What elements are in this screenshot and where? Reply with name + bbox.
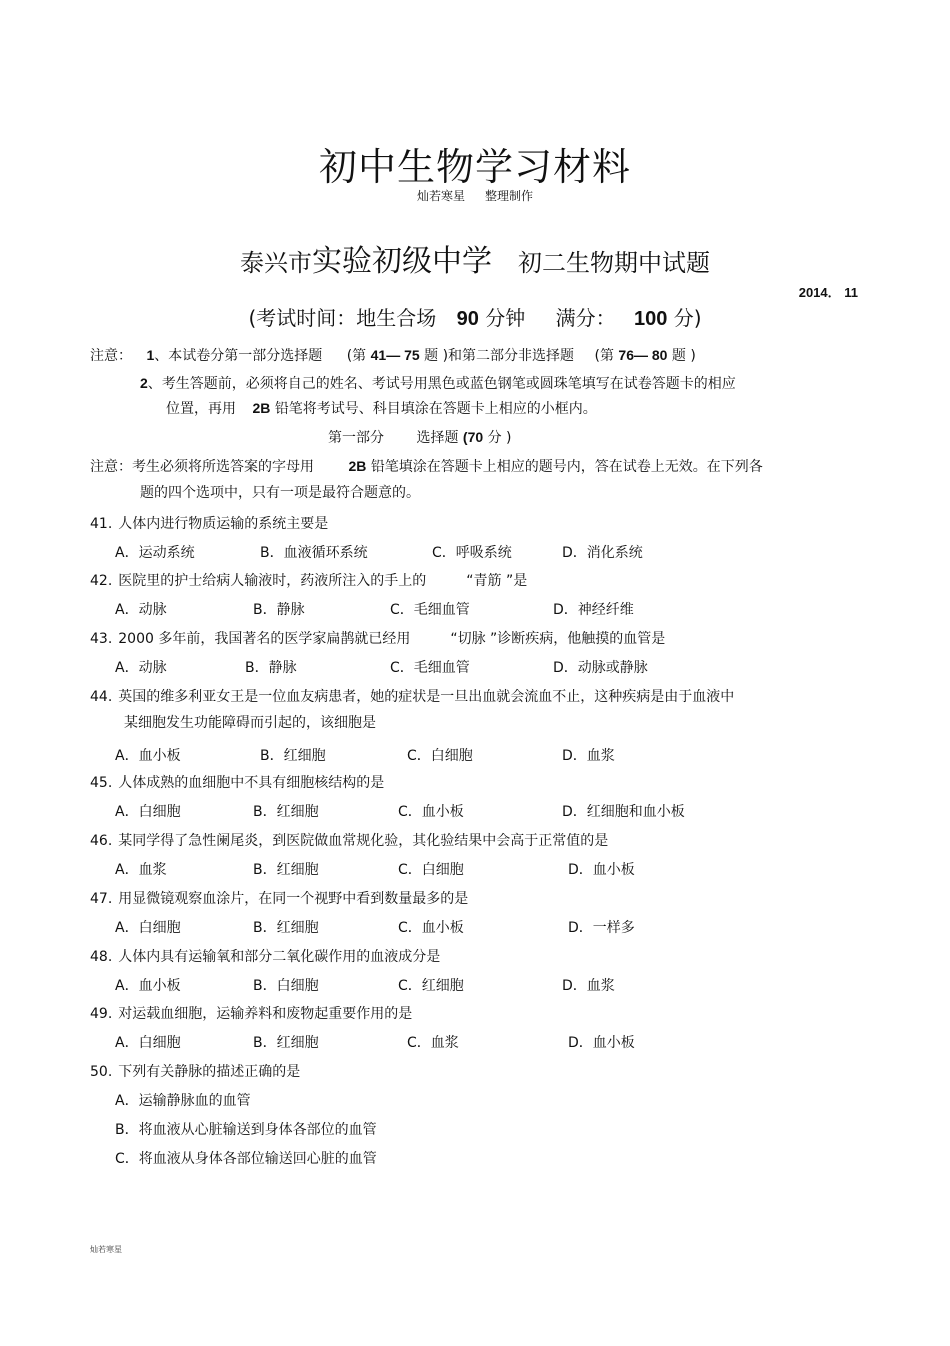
answer-option: D．血小板 <box>568 862 635 878</box>
exam-time-label: (考试时间：地生合场 <box>248 306 437 330</box>
answer-option: A．血浆 <box>115 862 167 878</box>
question-stem <box>90 1003 412 1023</box>
author-note: 整理制作 <box>485 189 534 203</box>
answer-option: B．红细胞 <box>253 1035 319 1051</box>
answer-option: A．动脉 <box>115 602 167 618</box>
answer-option: D．血浆 <box>562 748 615 764</box>
answer-option: B．静脉 <box>253 602 305 618</box>
question-text: 医院里的护士给病人输液时，药液所注入的手上的 <box>118 573 427 589</box>
question-number: 46. <box>90 833 113 849</box>
answer-option: A．血小板 <box>115 978 181 994</box>
section-note-text-a: 注意：考生必须将所选答案的字母用 <box>90 459 314 475</box>
note-1-number: 1 <box>146 347 155 363</box>
question-text-line2: 某细胞发生功能障碍而引起的，该细胞是 <box>124 715 376 731</box>
question-number: 50. <box>90 1064 113 1080</box>
answer-option: B．红细胞 <box>253 920 319 936</box>
answer-option: C．白细胞 <box>398 862 464 878</box>
note-1-range-a: 41— 75 <box>370 347 420 363</box>
answer-option: D．一样多 <box>568 920 635 936</box>
question-text: 人体内具有运输氧和部分二氧化碳作用的血液成分是 <box>118 949 441 965</box>
answer-option: B．静脉 <box>245 660 297 676</box>
question-text-continued: “切脉 ”诊断疾病，他触摸的血管是 <box>450 631 666 647</box>
note-1-range-b: 76— 80 <box>618 347 668 363</box>
question-number: 47. <box>90 891 113 907</box>
answer-option: A．运动系统 <box>115 545 195 561</box>
answer-option: B．白细胞 <box>253 978 319 994</box>
paper-title: 初二生物期中试题 <box>518 249 710 277</box>
answer-option: C．毛细血管 <box>390 602 470 618</box>
question-stem <box>90 946 440 966</box>
section-score: (70 <box>462 429 484 445</box>
note-2 <box>140 373 736 393</box>
main-title: 初中生物学习材料 <box>318 145 631 189</box>
exam-date: 2014． 11 <box>798 285 858 300</box>
exam-minutes: 90 <box>456 308 479 330</box>
exam-score-label: 满分： <box>555 306 616 330</box>
answer-option: C．血浆 <box>407 1035 459 1051</box>
section-note <box>90 456 763 476</box>
section-note-pencil: 2B <box>348 458 367 474</box>
answer-option: C．血小板 <box>398 920 464 936</box>
question-number: 42. <box>90 573 113 589</box>
note-1-text-e: 题 ) <box>671 348 696 364</box>
answer-option: B．红细胞 <box>253 862 319 878</box>
answer-option: A．血小板 <box>115 748 181 764</box>
note-1-text-b: (第 <box>346 348 367 364</box>
question-text: 2000 多年前，我国著名的医学家扁鹊就已经用 <box>118 631 411 647</box>
question-stem <box>90 570 527 590</box>
question-number: 41. <box>90 516 113 532</box>
answer-option: D．神经纤维 <box>553 602 634 618</box>
question-stem <box>90 888 468 908</box>
question-text: 人体内进行物质运输的系统主要是 <box>118 516 329 532</box>
note-2-text-a: 、考生答题前，必须将自己的姓名、考试号用黑色或蓝色钢笔或圆珠笔填写在试卷答题卡的相应 <box>147 376 736 392</box>
question-number: 45. <box>90 775 113 791</box>
answer-option: D．消化系统 <box>562 545 643 561</box>
answer-option: D．动脉或静脉 <box>553 660 648 676</box>
question-stem <box>90 1061 300 1081</box>
answer-option: A．动脉 <box>115 660 167 676</box>
answer-option: D．红细胞和血小板 <box>562 804 685 820</box>
exam-score: 100 <box>633 308 668 330</box>
question-number: 48. <box>90 949 113 965</box>
question-stem <box>90 513 328 533</box>
section-note-line2: 题的四个选项中，只有一项是最符合题意的。 <box>140 485 420 501</box>
answer-option: B．红细胞 <box>253 804 319 820</box>
note-2-pencil: 2B <box>252 400 271 416</box>
answer-option: A．运输静脉血的血管 <box>115 1093 251 1109</box>
note-2-text-c: 铅笔将考试号、科目填涂在答题卡上相应的小框内。 <box>274 401 597 417</box>
question-stem <box>90 830 608 850</box>
note-1-text-d: (第 <box>594 348 614 364</box>
note-1 <box>90 345 696 365</box>
exam-minutes-unit: 分钟 <box>485 306 526 330</box>
question-text: 用显微镜观察血涂片，在同一个视野中看到数量最多的是 <box>118 891 469 907</box>
note-2-text-b: 位置，再用 <box>166 401 236 417</box>
school-name: 实验初级中学 <box>312 244 492 279</box>
section-heading <box>328 427 512 447</box>
school-title <box>0 236 950 280</box>
question-stem <box>90 772 384 792</box>
answer-option: D．血浆 <box>562 978 615 994</box>
question-stem <box>90 686 734 706</box>
school-city: 泰兴市 <box>240 249 312 277</box>
answer-option: C．血小板 <box>398 804 464 820</box>
note-1-text-a: 、本试卷分第一部分选择题 <box>154 348 323 364</box>
answer-option: B．血液循环系统 <box>260 545 368 561</box>
note-1-text-c: 题 )和第二部分非选择题 <box>424 348 575 364</box>
question-text: 下列有关静脉的描述正确的是 <box>118 1064 301 1080</box>
answer-option: C．白细胞 <box>407 748 473 764</box>
exam-info <box>0 302 950 331</box>
question-text: 英国的维多利亚女王是一位血友病患者，她的症状是一旦出血就会流血不止，这种疾病是由于血液中 <box>118 689 735 705</box>
answer-option: A．白细胞 <box>115 920 181 936</box>
question-number: 43. <box>90 631 113 647</box>
answer-option: C．红细胞 <box>398 978 464 994</box>
section-part: 第一部分 <box>328 430 384 446</box>
author-name: 灿若寒星 <box>416 189 465 203</box>
answer-option: B．红细胞 <box>260 748 326 764</box>
answer-option: D．血小板 <box>568 1035 635 1051</box>
note-label: 注意： <box>90 348 132 364</box>
question-number: 49. <box>90 1006 113 1022</box>
question-text: 某同学得了急性阑尾炎，到医院做血常规化验，其化验结果中会高于正常值的是 <box>118 833 609 849</box>
answer-option: A．白细胞 <box>115 804 181 820</box>
section-score-unit: 分 ) <box>487 430 512 446</box>
answer-option: C．毛细血管 <box>390 660 470 676</box>
exam-score-unit: 分) <box>673 306 702 330</box>
subtitle <box>0 187 950 204</box>
question-text: 对运载血细胞，运输养料和废物起重要作用的是 <box>118 1006 413 1022</box>
footer-text: 灿若寒星 <box>90 1245 122 1254</box>
section-note-text-b: 铅笔填涂在答题卡上相应的题号内，答在试卷上无效。在下列各 <box>370 459 763 475</box>
section-title: 选择题 <box>416 430 459 446</box>
answer-option: A．白细胞 <box>115 1035 181 1051</box>
note-2-cont <box>166 398 597 418</box>
answer-option: B．将血液从心脏输送到身体各部位的血管 <box>115 1122 377 1138</box>
answer-option: C．将血液从身体各部位输送回心脏的血管 <box>115 1151 377 1167</box>
note-2-number: 2 <box>140 375 148 391</box>
question-text: 人体成熟的血细胞中不具有细胞核结构的是 <box>118 775 385 791</box>
answer-option: C．呼吸系统 <box>432 545 512 561</box>
question-number: 44. <box>90 689 113 705</box>
question-stem <box>90 628 665 648</box>
question-text-continued: “青筋 ”是 <box>466 573 528 589</box>
